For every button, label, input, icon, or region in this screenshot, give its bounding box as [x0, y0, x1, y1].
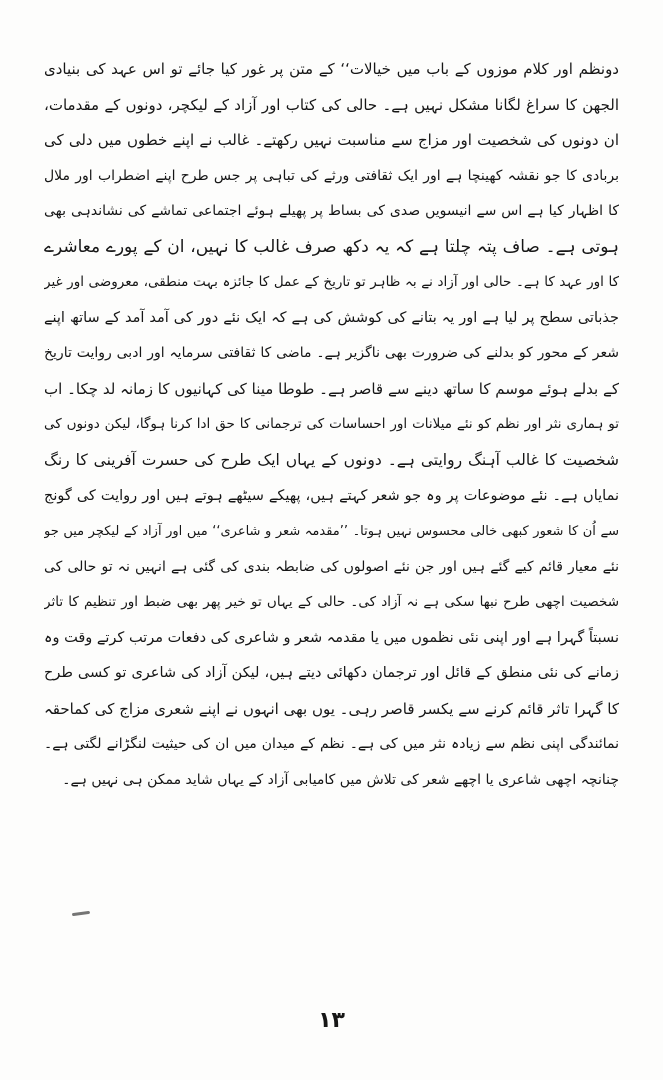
- text-line: نمائندگی اپنی نظم سے زیادہ نثر میں کی ہے۔ نظم کے میدان میں ان کی حیثیت لنگڑانے لگتی ہے۔: [44, 736, 619, 753]
- text-line: الجھن کا سراغ لگانا مشکل نہیں ہے۔ حالی کی کتاب اور آزاد کے لیکچر، دونوں کے مقدمات،: [44, 95, 619, 114]
- text-line: کا گہرا تاثر قائم کرنے سے یکسر قاصر رہی۔ یوں بھی انہوں نے اپنے شعری مزاج کی کماحقہ: [44, 699, 619, 718]
- text-line: جذباتی سطح پر لیا ہے اور یہ بتانے کی کوشش کی ہے کہ ایک نئے دور کی آمد آمد کے ساتھ اپنے: [44, 309, 619, 326]
- text-line: زمانے کی نئی منطق کے قائل اور ترجمان دکھائی دیتے ہیں، لیکن آزاد کی شاعری تو کسی طرح: [44, 665, 619, 682]
- text-line: چنانچہ اچھی شاعری یا اچھے شعر کی تلاش میں کامیابی آزاد کے یہاں شاید ممکن ہی نہیں ہے۔: [62, 771, 619, 788]
- text-line: تو ہماری نثر اور نظم کو نئے میلانات اور احساسات کی ترجمانی کا حق ادا کرنا ہوگا، لیکن دونوں کی: [44, 416, 619, 433]
- text-line: شخصیت کا غالب آہنگ روایتی ہے۔ دونوں کے یہاں ایک طرح کی حسرت آفرینی کا رنگ: [44, 451, 619, 470]
- text-line: نئے معیار قائم کیے گئے ہیں اور جن نئے اصولوں کی ضابطہ بندی کی گئی ہے انہیں نہ تو حالی کی: [44, 558, 619, 575]
- text-line: کا اظہار کیا ہے اس سے انیسویں صدی کی بساط پر پھیلے ہوئے اجتماعی تماشے کی نشاندہی بھی: [44, 203, 619, 220]
- text-line: شعر کے محور کو بدلنے کی ضرورت بھی ناگزیر ہے۔ ماضی کا ثقافتی سرمایہ اور ادبی روایت تاریخ: [44, 345, 619, 362]
- page-number: ۱۳: [318, 1008, 345, 1033]
- text-line: دونظم اور کلام موزوں کے باب میں خیالات‘‘ کے متن پر غور کیا جائے تو اس عہد کی بنیادی: [44, 60, 619, 78]
- pen-mark: [72, 911, 90, 916]
- text-line: ہوتی ہے۔ صاف پتہ چلتا ہے کہ یہ دکھ صرف غالب کا نہیں، ان کے پورے معاشرے: [44, 236, 619, 257]
- text-line: شخصیت اچھی طرح نبھا سکی ہے نہ آزاد کی۔ حالی کے یہاں تو خیر پھر بھی ضبط اور تنظیم کا تاثر: [44, 594, 619, 611]
- text-line: بربادی کا جو نقشہ کھینچا ہے اور ایک ثقافتی ورثے کی تباہی پر جس طرح اپنے اضطراب اور ملال: [44, 167, 619, 184]
- text-line: کا اور عہد کا ہے۔ حالی اور آزاد نے بہ ظاہر تو تاریخ کے عمل کا جائزہ بہت منطقی، معروضی اور غیر: [44, 274, 619, 291]
- text-line: نمایاں ہے۔ نئے موضوعات پر وہ جو شعر کہتے ہیں، پھیکے سیٹھے ہوتے ہیں اور روایت کی گونج: [44, 487, 619, 504]
- text-line: ان دونوں کی شخصیت اور مزاج سے مناسبت نہیں رکھتے۔ غالب نے اپنے خطوں میں دلی کی: [44, 131, 619, 150]
- text-line: نسبتاً گہرا ہے اور اپنی نئی نظموں میں یا مقدمہ شعر و شاعری کی دفعات مرتب کرتے وقت وہ: [44, 629, 619, 646]
- body-text: [44, 52, 619, 798]
- text-line: کے بدلے ہوئے موسم کا ساتھ دینے سے قاصر ہے۔ طوطا مینا کی کہانیوں کا زمانہ لد چکا۔ اب: [44, 379, 619, 398]
- text-line: سے اُن کا شعور کبھی خالی محسوس نہیں ہوتا۔ ’’مقدمہ شعر و شاعری‘‘ میں اور آزاد کے لیکچر میں جو: [44, 524, 619, 540]
